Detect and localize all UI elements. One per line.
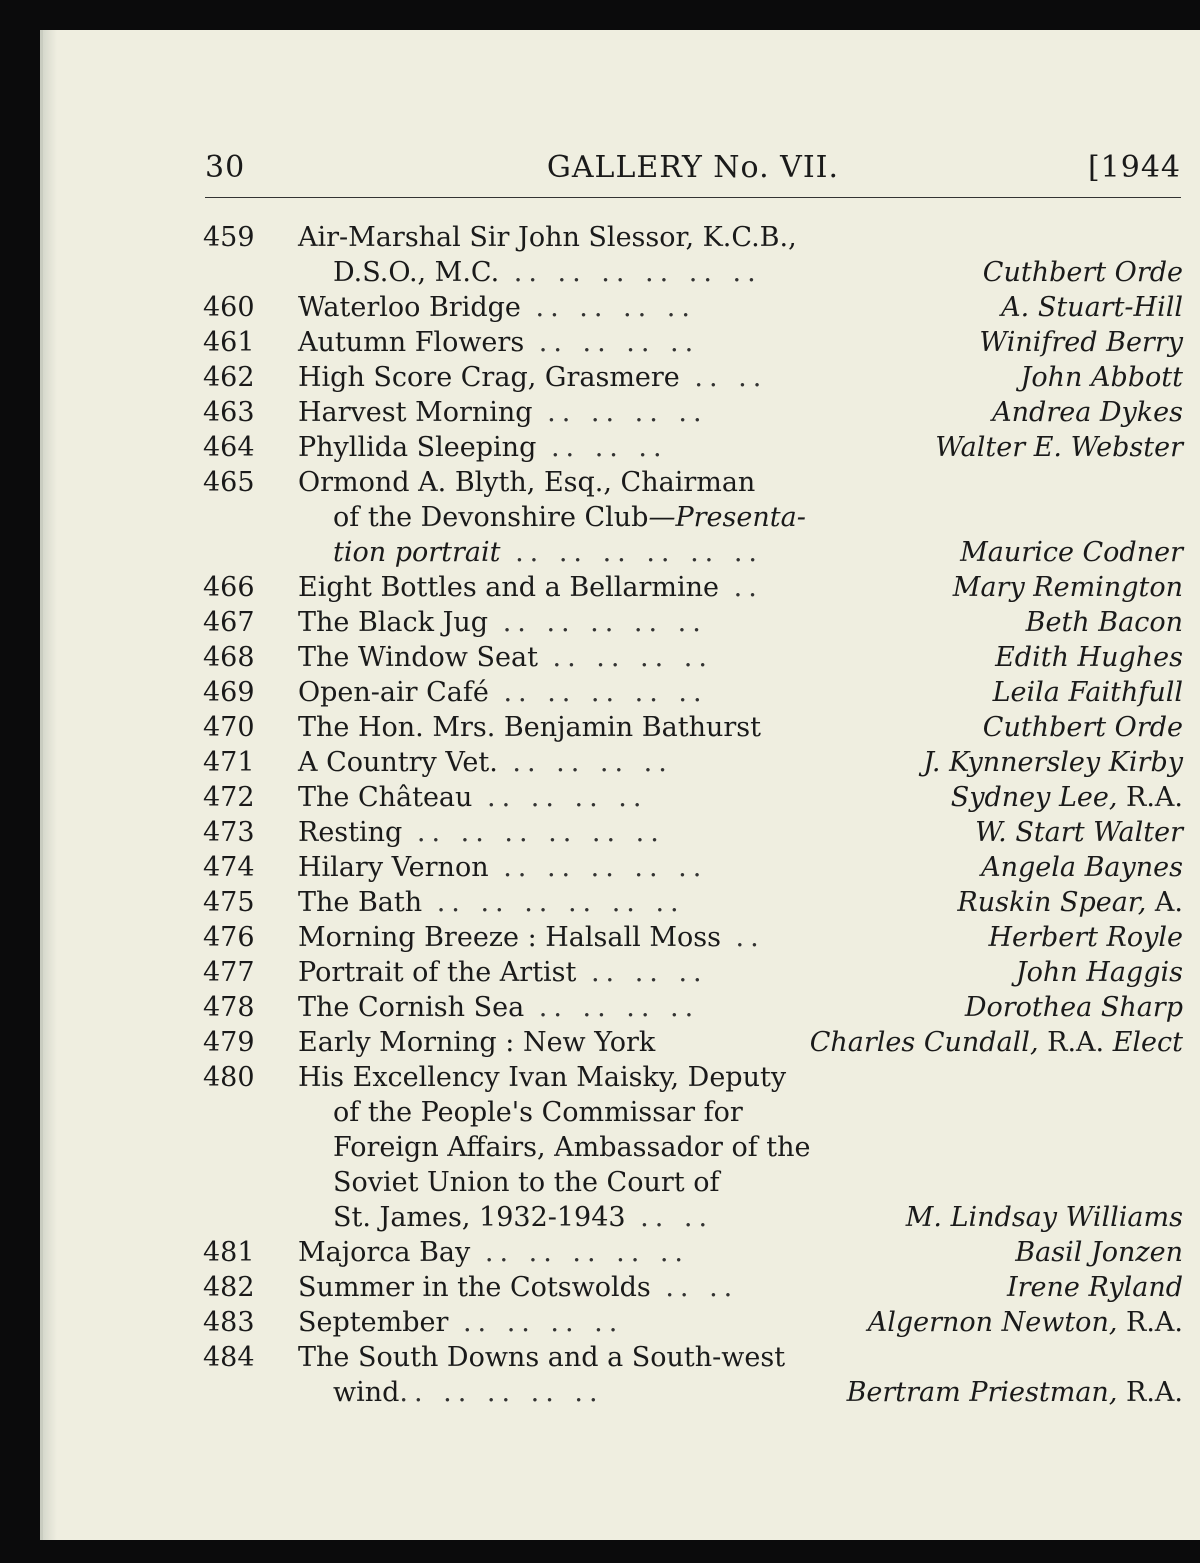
- entry-title: [298, 920, 765, 955]
- catalogue-entry: [203, 1270, 1183, 1305]
- entry-line: [203, 815, 1183, 850]
- entry-number: 465: [203, 467, 255, 498]
- artist-honour: A.: [1146, 887, 1183, 918]
- entry-line: [203, 710, 1183, 745]
- title-text: The Hon. Mrs. Benjamin Bathurst: [298, 712, 761, 743]
- entry-line: [203, 325, 1183, 360]
- artist-name: [965, 990, 1183, 1025]
- artist-name-text: Angela Baynes: [981, 852, 1183, 883]
- dot-leader: ..: [720, 922, 765, 953]
- entry-line: [203, 850, 1183, 885]
- artist-honour: R.A.: [1117, 1307, 1183, 1338]
- entry-number: 460: [203, 292, 255, 323]
- dot-leader: .. .. .. .. ..: [470, 1237, 690, 1268]
- entry-line: [203, 1095, 1183, 1130]
- artist-name-text: Algernon Newton,: [867, 1307, 1118, 1338]
- title-italic-text: tion portrait: [333, 537, 501, 568]
- artist-name-text: A. Stuart-Hill: [1001, 292, 1183, 323]
- entry-line: [203, 255, 1183, 290]
- title-text: Early Morning : New York: [298, 1027, 656, 1058]
- artist-name: [979, 325, 1183, 360]
- entry-line: [203, 1270, 1183, 1305]
- dot-leader: .. .. .. ..: [520, 292, 696, 323]
- title-text: The South Downs and a South-west: [298, 1342, 786, 1373]
- page-edge-shadow: [43, 30, 57, 1540]
- catalogue-entry: [203, 920, 1183, 955]
- entry-number: 468: [203, 642, 255, 673]
- artist-name: [993, 675, 1183, 710]
- artist-name: [951, 780, 1183, 815]
- title-text: Eight Bottles and a Bellarmine: [298, 572, 720, 603]
- entry-line: [203, 535, 1183, 570]
- title-text: A Country Vet.: [298, 747, 498, 778]
- catalogue-entry: [203, 290, 1183, 325]
- entry-title: [333, 1095, 743, 1130]
- entry-title: [298, 955, 708, 990]
- entry-number: 461: [203, 327, 255, 358]
- dot-leader: .. .. .. ..: [524, 992, 700, 1023]
- catalogue-entry: [203, 220, 1183, 290]
- artist-name-text: Maurice Codner: [960, 537, 1183, 568]
- title-text: Summer in the Cotswolds: [298, 1272, 651, 1303]
- entry-line: [203, 885, 1183, 920]
- title-text: Foreign Affairs, Ambassador of the: [333, 1132, 811, 1163]
- artist-name-text: W. Start Walter: [975, 817, 1183, 848]
- entry-number: 469: [203, 677, 255, 708]
- entry-line: [203, 360, 1183, 395]
- artist-name-text: Cuthbert Orde: [982, 257, 1183, 288]
- title-text: Morning Breeze : Halsall Moss: [298, 922, 721, 953]
- artist-name-text: Mary Remington: [952, 572, 1183, 603]
- catalogue-entry: [203, 1305, 1183, 1340]
- entry-line: [203, 290, 1183, 325]
- page-header: [205, 150, 1181, 194]
- catalogue-entry: [203, 850, 1183, 885]
- dot-leader: .. ..: [625, 1202, 714, 1233]
- entry-number: 478: [203, 992, 255, 1023]
- entry-title: [298, 710, 761, 745]
- title-text: Portrait of the Artist: [298, 957, 577, 988]
- entry-title: [298, 850, 707, 885]
- entry-title: [333, 1375, 604, 1410]
- entry-line: [203, 745, 1183, 780]
- entry-title: [333, 1200, 713, 1235]
- page-number: 30: [205, 150, 246, 185]
- entry-line: [203, 605, 1183, 640]
- title-text: High Score Crag, Grasmere: [298, 362, 680, 393]
- artist-honour-extra: Elect: [1104, 1027, 1183, 1058]
- artist-name-text: Charles Cundall,: [809, 1027, 1039, 1058]
- entry-title: [298, 640, 713, 675]
- entry-number: 473: [203, 817, 255, 848]
- artist-name: [983, 710, 1183, 745]
- dot-leader: .. .. .. .. .. ..: [500, 537, 763, 568]
- entry-title: [333, 1165, 719, 1200]
- entry-title: [333, 500, 806, 535]
- dot-leader: .. .. .. .. ..: [399, 1377, 604, 1408]
- entry-title: [298, 1305, 623, 1340]
- entry-line: [203, 920, 1183, 955]
- title-text: The Cornish Sea: [298, 992, 525, 1023]
- entry-title: [298, 1270, 738, 1305]
- entry-number: 474: [203, 852, 255, 883]
- artist-name-text: Winifred Berry: [979, 327, 1183, 358]
- artist-name-text: Basil Jonzen: [1015, 1237, 1183, 1268]
- title-text: Air-Marshal Sir John Slessor, K.C.B.,: [298, 222, 797, 253]
- entry-line: [203, 1340, 1183, 1375]
- entry-line: [203, 675, 1183, 710]
- dot-leader: .. .. .. .. .. ..: [402, 817, 665, 848]
- entry-number: 467: [203, 607, 255, 638]
- entry-number: 464: [203, 432, 255, 463]
- artist-name-text: Leila Faithfull: [992, 677, 1183, 708]
- entry-title: [298, 1340, 785, 1375]
- entry-number: 459: [203, 222, 255, 253]
- artist-name-text: Irene Ryland: [1006, 1272, 1183, 1303]
- catalogue-entry: [203, 395, 1183, 430]
- entry-title: [298, 605, 707, 640]
- entry-number: 483: [203, 1307, 255, 1338]
- entry-title: [298, 430, 668, 465]
- catalogue-entry: [203, 570, 1183, 605]
- dot-leader: .. .. .. ..: [524, 327, 700, 358]
- artist-name-text: Ruskin Spear,: [957, 887, 1147, 918]
- artist-name: [1015, 1235, 1183, 1270]
- dot-leader: .. .. .. ..: [497, 747, 673, 778]
- entry-number: 482: [203, 1272, 255, 1303]
- entry-number: 476: [203, 922, 255, 953]
- artist-name: [906, 1200, 1183, 1235]
- entry-title: [298, 220, 797, 255]
- artist-name: [868, 1305, 1183, 1340]
- entry-title: [298, 395, 708, 430]
- entry-number: 471: [203, 747, 255, 778]
- title-text: Autumn Flowers: [298, 327, 525, 358]
- artist-name-text: Edith Hughes: [995, 642, 1183, 673]
- artist-name: [1007, 1270, 1183, 1305]
- entry-title: [298, 1060, 786, 1095]
- artist-name: [1001, 290, 1183, 325]
- catalogue-entry: [203, 640, 1183, 675]
- artist-name-text: Bertram Priestman,: [846, 1377, 1118, 1408]
- dot-leader: .. .. .. .. ..: [488, 852, 708, 883]
- title-text: of the Devonshire Club: [333, 502, 649, 533]
- entry-line: [203, 1305, 1183, 1340]
- catalogue-entry: [203, 885, 1183, 920]
- artist-name-text: Dorothea Sharp: [964, 992, 1183, 1023]
- dot-leader: .. ..: [679, 362, 768, 393]
- dot-leader: .. .. .. ..: [537, 642, 713, 673]
- artist-name: [935, 430, 1183, 465]
- entry-number: 480: [203, 1062, 255, 1093]
- artist-name: [992, 395, 1183, 430]
- entry-line: [203, 1130, 1183, 1165]
- entry-line: [203, 780, 1183, 815]
- artist-name: [1026, 605, 1183, 640]
- artist-name-text: John Haggis: [1015, 957, 1183, 988]
- artist-name: [960, 535, 1183, 570]
- entry-number: 484: [203, 1342, 255, 1373]
- entry-line: [203, 570, 1183, 605]
- artist-name-text: Walter E. Webster: [935, 432, 1183, 463]
- dot-leader: .. .. .. ..: [532, 397, 708, 428]
- entry-line: [203, 1375, 1183, 1410]
- catalogue-entry: [203, 780, 1183, 815]
- dot-leader: .. .. .. .. ..: [488, 607, 707, 638]
- title-text: D.S.O., M.C.: [333, 257, 500, 288]
- title-text: Soviet Union to the Court of: [333, 1167, 720, 1198]
- entry-number: 466: [203, 572, 255, 603]
- title-text: The Château: [298, 782, 473, 813]
- entry-line: [203, 1235, 1183, 1270]
- entry-line: [203, 500, 1183, 535]
- dot-leader: .. .. ..: [576, 957, 708, 988]
- title-italic-text: —Presenta-: [648, 502, 806, 533]
- entry-line: [203, 990, 1183, 1025]
- entry-line: [203, 465, 1183, 500]
- artist-name-text: Cuthbert Orde: [982, 712, 1183, 743]
- catalogue-entry: [203, 605, 1183, 640]
- dot-leader: .. .. .. ..: [448, 1307, 624, 1338]
- dot-leader: .. ..: [650, 1272, 739, 1303]
- artist-name: [1016, 955, 1183, 990]
- artist-name: [923, 745, 1183, 780]
- catalogue-entry: [203, 1060, 1183, 1235]
- entry-title: [298, 1025, 655, 1060]
- artist-honour: R.A.: [1117, 782, 1183, 813]
- entry-line: [203, 395, 1183, 430]
- catalogue-entry: [203, 325, 1183, 360]
- entry-title: [333, 535, 763, 570]
- entry-line: [203, 220, 1183, 255]
- entry-title: [333, 255, 762, 290]
- artist-honour: R.A.: [1038, 1027, 1105, 1058]
- dot-leader: ..: [719, 572, 763, 603]
- entry-title: [298, 290, 696, 325]
- entry-title: [298, 675, 708, 710]
- artist-name: [1021, 360, 1183, 395]
- title-text: wind: [333, 1377, 400, 1408]
- title-text: Majorca Bay: [298, 1237, 471, 1268]
- catalogue-list: [203, 220, 1183, 1410]
- entry-title: [333, 1130, 811, 1165]
- artist-name-text: Sydney Lee,: [950, 782, 1118, 813]
- entry-line: [203, 1060, 1183, 1095]
- entry-number: 481: [203, 1237, 255, 1268]
- year-marker: [1944: [1087, 150, 1181, 185]
- title-text: September: [298, 1307, 449, 1338]
- artist-name: [983, 255, 1183, 290]
- entry-title: [298, 780, 647, 815]
- artist-name: [953, 570, 1183, 605]
- entry-number: 472: [203, 782, 255, 813]
- title-text: The Window Seat: [298, 642, 538, 673]
- catalogue-entry: [203, 745, 1183, 780]
- gallery-title: GALLERY No. VII.: [546, 150, 840, 185]
- title-text: Open-air Café: [298, 677, 489, 708]
- artist-name: [810, 1025, 1183, 1060]
- entry-line: [203, 1165, 1183, 1200]
- artist-name-text: J. Kynnersley Kirby: [923, 747, 1183, 778]
- catalogue-entry: [203, 955, 1183, 990]
- artist-name: [989, 920, 1183, 955]
- catalogue-entry: [203, 710, 1183, 745]
- dot-leader: .. .. .. ..: [472, 782, 648, 813]
- artist-name: [957, 885, 1183, 920]
- entry-title: [298, 1235, 689, 1270]
- entry-title: [298, 815, 665, 850]
- entry-number: 475: [203, 887, 255, 918]
- catalogue-entry: [203, 815, 1183, 850]
- artist-honour: R.A.: [1117, 1377, 1183, 1408]
- entry-number: 463: [203, 397, 255, 428]
- title-text: The Bath: [298, 887, 423, 918]
- catalogue-entry: [203, 465, 1183, 570]
- entry-title: [298, 990, 699, 1025]
- catalogue-entry: [203, 1235, 1183, 1270]
- artist-name: [847, 1375, 1183, 1410]
- catalogue-entry: [203, 990, 1183, 1025]
- artist-name: [981, 850, 1183, 885]
- catalogue-entry: [203, 1340, 1183, 1410]
- title-text: Ormond A. Blyth, Esq., Chairman: [298, 467, 756, 498]
- entry-number: 477: [203, 957, 255, 988]
- title-text: St. James, 1932-1943: [333, 1202, 626, 1233]
- artist-name-text: John Abbott: [1020, 362, 1183, 393]
- title-text: Phyllida Sleeping: [298, 432, 537, 463]
- artist-name-text: Herbert Royle: [988, 922, 1183, 953]
- title-text: of the People's Commissar for: [333, 1097, 743, 1128]
- entry-number: 470: [203, 712, 255, 743]
- entry-title: [298, 325, 699, 360]
- catalogue-entry: [203, 675, 1183, 710]
- artist-name-text: Beth Bacon: [1025, 607, 1183, 638]
- catalogue-entry: [203, 1025, 1183, 1060]
- dot-leader: .. .. ..: [536, 432, 668, 463]
- title-text: Hilary Vernon: [298, 852, 489, 883]
- entry-title: [298, 570, 763, 605]
- title-text: The Black Jug: [298, 607, 489, 638]
- entry-number: 462: [203, 362, 255, 393]
- catalogue-entry: [203, 360, 1183, 395]
- entry-line: [203, 1200, 1183, 1235]
- title-text: Harvest Morning: [298, 397, 533, 428]
- artist-name: [995, 640, 1183, 675]
- dot-leader: .. .. .. .. .. ..: [499, 257, 762, 288]
- title-text: Resting: [298, 817, 403, 848]
- catalogue-page: [40, 30, 1200, 1540]
- entry-number: 479: [203, 1027, 255, 1058]
- artist-name: [975, 815, 1183, 850]
- title-text: His Excellency Ivan Maisky, Deputy: [298, 1062, 787, 1093]
- entry-title: [298, 885, 685, 920]
- entry-title: [298, 745, 673, 780]
- dot-leader: .. .. .. .. .. ..: [422, 887, 685, 918]
- title-text: Waterloo Bridge: [298, 292, 521, 323]
- entry-title: [298, 360, 767, 395]
- entry-line: [203, 955, 1183, 990]
- entry-line: [203, 1025, 1183, 1060]
- artist-name-text: Andrea Dykes: [992, 397, 1183, 428]
- entry-title: [298, 465, 755, 500]
- catalogue-entry: [203, 430, 1183, 465]
- dot-leader: .. .. .. .. ..: [488, 677, 708, 708]
- artist-name-text: M. Lindsay Williams: [905, 1202, 1183, 1233]
- entry-line: [203, 430, 1183, 465]
- header-rule: [205, 197, 1181, 198]
- entry-line: [203, 640, 1183, 675]
